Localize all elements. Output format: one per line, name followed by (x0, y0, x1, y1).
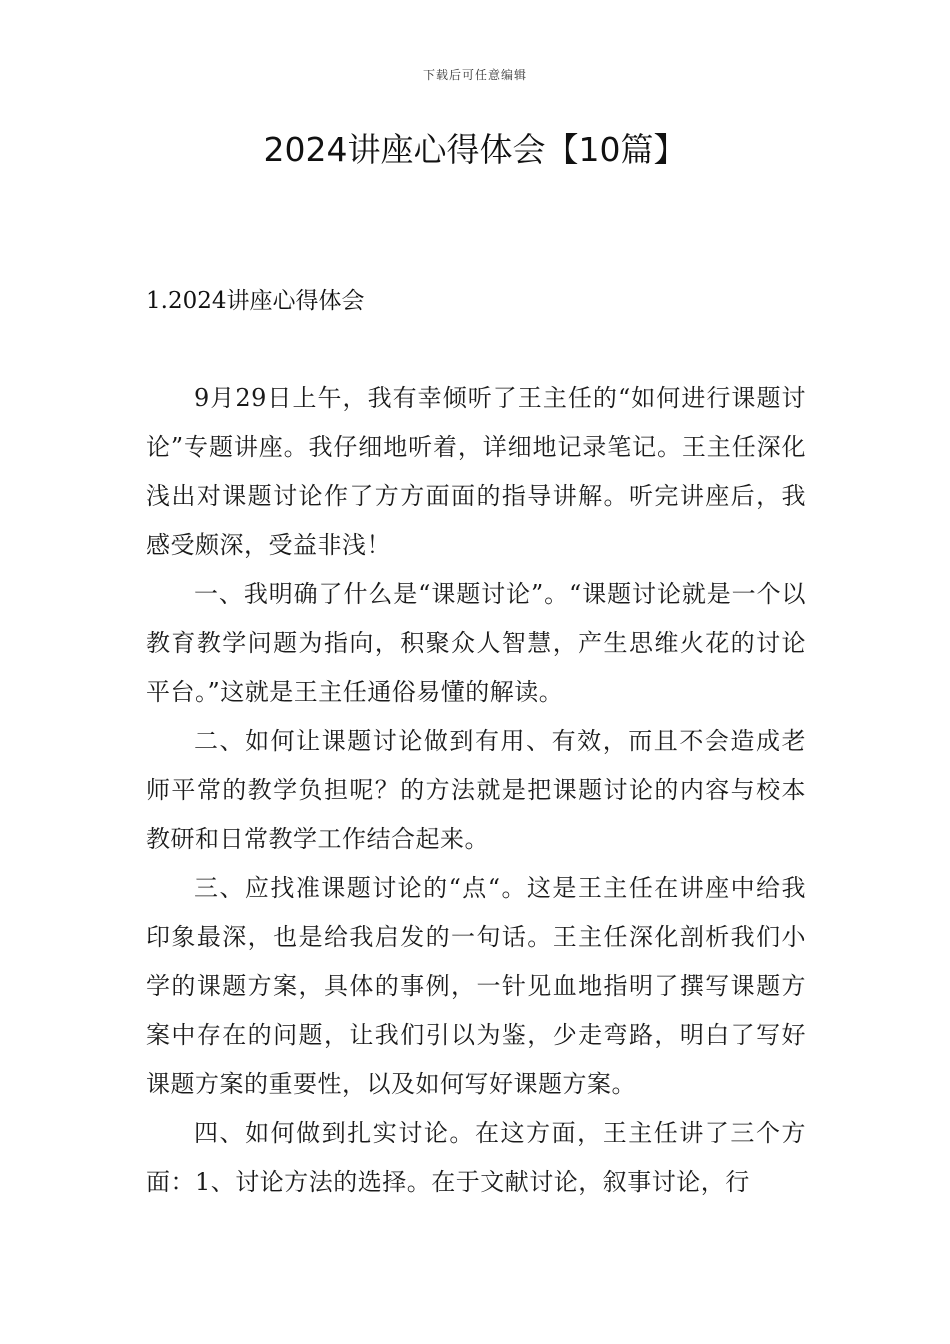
page-header-note: 下载后可任意编辑 (422, 68, 527, 82)
section-heading: 1.2024讲座心得体会 (146, 288, 365, 314)
document-body (146, 374, 806, 1207)
paragraph-intro: 9月29日上午，我有幸倾听了王主任的“如何进行课题讨论”专题讲座。我仔细地听着，详细地记录笔记。王主任深化浅出对课题讨论作了方方面面的指导讲解。听完讲座后，我感受颇深，受益非浅！ (146, 384, 806, 559)
paragraph-point-one: 一、我明确了什么是“课题讨论”。“课题讨论就是一个以教育教学问题为指向，积聚众人智慧，产生思维火花的讨论平台。”这就是王主任通俗易懂的解读。 (146, 580, 806, 706)
paragraph-point-three: 三、应找准课题讨论的“点“。这是王主任在讲座中给我印象最深，也是给我启发的一句话。王主任深化剖析我们小学的课题方案，具体的事例，一针见血地指明了撰写课题方案中存在的问题，让我们引以为鉴，少走弯路，明白了写好课题方案的重要性，以及如何写好课题方案。 (146, 874, 806, 1098)
paragraph-point-four: 四、如何做到扎实讨论。在这方面，王主任讲了三个方面：1、讨论方法的选择。在于文献讨论，叙事讨论，行 (146, 1119, 806, 1196)
document-title: 2024讲座心得体会【10篇】 (263, 130, 687, 169)
paragraph-point-two: 二、如何让课题讨论做到有用、有效，而且不会造成老师平常的教学负担呢？的方法就是把课题讨论的内容与校本教研和日常教学工作结合起来。 (146, 727, 806, 853)
